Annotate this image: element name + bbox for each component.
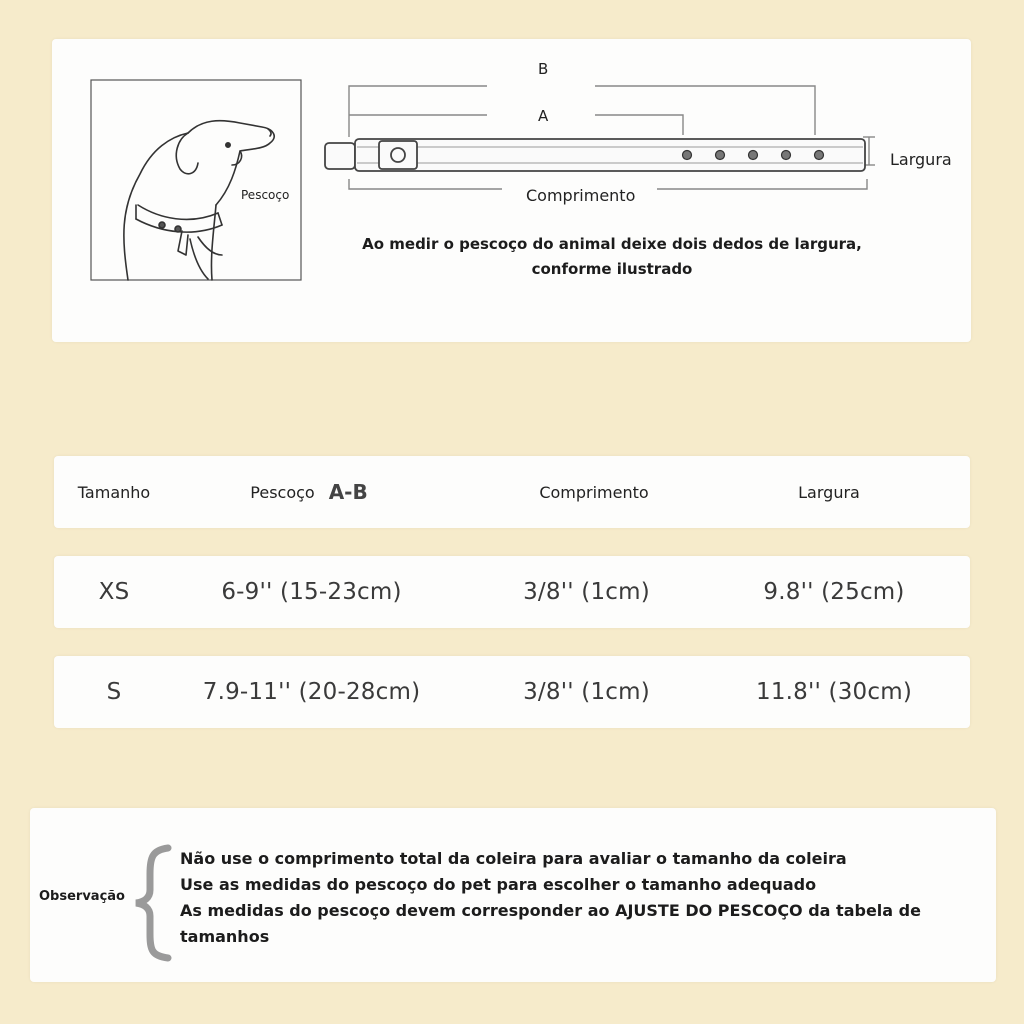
header-neck-label: Pescoço xyxy=(250,482,315,502)
dimension-a-label: A xyxy=(538,107,549,125)
neck-cell: 7.9-11'' (20-28cm) xyxy=(202,679,421,705)
size-cell: S xyxy=(106,679,122,705)
size-cell: XS xyxy=(98,579,130,605)
notes-label: Observação xyxy=(39,889,125,904)
instruction-line: Ao medir o pescoço do animal deixe dois dedos de largura, xyxy=(362,235,862,253)
notes-list xyxy=(180,846,970,950)
header-neck xyxy=(194,456,424,528)
length-cell: 3/8'' (1cm) xyxy=(523,579,650,605)
header-neck-range: A-B xyxy=(328,480,368,504)
header-length: Comprimento xyxy=(539,482,649,502)
instruction-line: conforme ilustrado xyxy=(531,260,693,278)
measurement-instruction xyxy=(342,232,882,282)
dimension-b-label: B xyxy=(538,60,549,78)
size-table-header xyxy=(54,456,970,528)
note-line: Use as medidas do pescoço do pet para escolher o tamanho adequado xyxy=(180,875,817,894)
dog-neck-sketch-icon xyxy=(90,79,302,281)
collar-sketch-icon xyxy=(317,77,917,242)
curly-brace-icon xyxy=(130,844,174,962)
notes-panel xyxy=(30,808,996,982)
length-label: Comprimento xyxy=(526,186,636,205)
table-row xyxy=(54,556,970,628)
neck-cell: 6-9'' (15-23cm) xyxy=(221,579,402,605)
width-label: Largura xyxy=(890,150,952,169)
note-line: As medidas do pescoço devem corresponder ao AJUSTE DO PESCOÇO da tabela de tamanhos xyxy=(180,901,921,946)
measurement-guide-panel xyxy=(52,39,971,342)
header-width: Largura xyxy=(798,482,860,502)
note-line: Não use o comprimento total da coleira para avaliar o tamanho da coleira xyxy=(180,849,847,868)
width-cell: 11.8'' (30cm) xyxy=(755,679,913,705)
width-cell: 9.8'' (25cm) xyxy=(763,579,905,605)
table-row xyxy=(54,656,970,728)
header-size: Tamanho xyxy=(77,482,151,502)
length-cell: 3/8'' (1cm) xyxy=(523,679,650,705)
neck-label: Pescoço xyxy=(241,188,290,202)
